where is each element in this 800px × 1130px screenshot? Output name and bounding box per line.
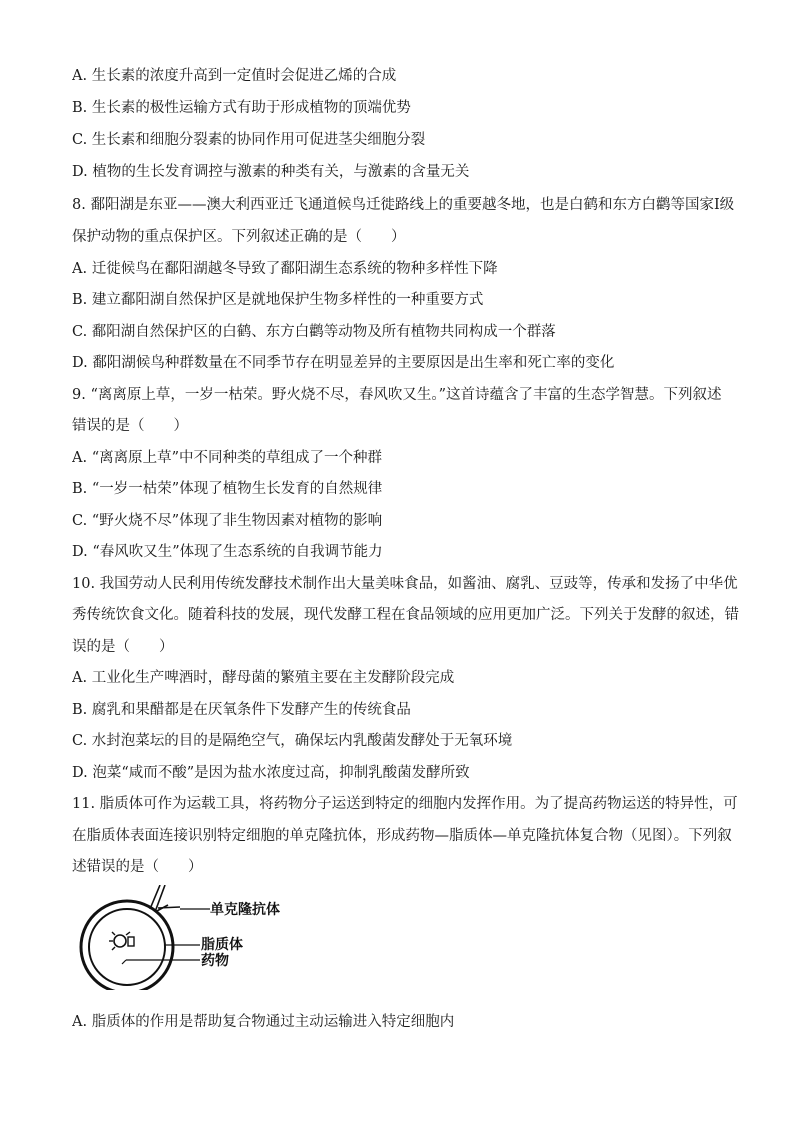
q7-option-c: C. 生长素和细胞分裂素的协同作用可促进茎尖细胞分裂 (72, 132, 426, 148)
q8-option-b: B. 建立鄱阳湖自然保护区是就地保护生物多样性的一种重要方式 (72, 292, 484, 308)
q10-stem-line2: 秀传统饮食文化。随着科技的发展，现代发酵工程在食品领域的应用更加广泛。下列关于发酵的叙述，错 (72, 607, 739, 623)
q10-option-d: D. 泡菜“咸而不酸”是因为盐水浓度过高，抑制乳酸菌发酵所致 (72, 765, 470, 781)
q9-option-a: A. “离离原上草”中不同种类的草组成了一个种群 (72, 450, 383, 466)
liposome-inner-ring (89, 909, 165, 985)
drug-molecule-icon (109, 932, 134, 950)
q10-option-c: C. 水封泡菜坛的目的是隔绝空气，确保坛内乳酸菌发酵处于无氧环境 (72, 733, 513, 749)
q7-option-a: A. 生长素的浓度升高到一定值时会促进乙烯的合成 (72, 68, 397, 84)
q8-option-a: A. 迁徙候鸟在鄱阳湖越冬导致了鄱阳湖生态系统的物种多样性下降 (72, 261, 498, 277)
q8-option-d: D. 鄱阳湖候鸟种群数量在不同季节存在明显差异的主要原因是出生率和死亡率的变化 (72, 355, 615, 371)
label-liposome: 脂质体 (201, 937, 243, 953)
q8-stem-line1: 8. 鄱阳湖是东亚——澳大利西亚迁飞通道候鸟迁徙路线上的重要越冬地，也是白鹤和东方白鹳等国家Ⅰ级 (72, 197, 735, 213)
q8-option-c: C. 鄱阳湖自然保护区的白鹤、东方白鹳等动物及所有植物共同构成一个群落 (72, 324, 556, 340)
antibody-arm-2 (158, 907, 180, 908)
q10-stem-line3: 误的是（ ） (72, 639, 174, 655)
q7-option-d: D. 植物的生长发育调控与激素的种类有关，与激素的含量无关 (72, 164, 470, 180)
label-antibody: 单克隆抗体 (210, 902, 280, 918)
q11-stem-line1: 11. 脂质体可作为运载工具，将药物分子运送到特定的细胞内发挥作用。为了提高药物运送的特异性，可 (72, 796, 738, 812)
q11-stem-line2: 在脂质体表面连接识别特定细胞的单克隆抗体，形成药物—脂质体—单克隆抗体复合物（见图）。下列叙 (72, 828, 732, 844)
q11-option-a: A. 脂质体的作用是帮助复合物通过主动运输进入特定细胞内 (72, 1014, 455, 1030)
drug-leader-hook (122, 960, 126, 964)
q10-option-a: A. 工业化生产啤酒时，酵母菌的繁殖主要在主发酵阶段完成 (72, 670, 455, 686)
liposome-figure (70, 885, 300, 990)
label-drug: 药物 (201, 953, 229, 969)
q9-option-d: D. “春风吹又生”体现了生态系统的自我调节能力 (72, 544, 383, 560)
liposome-diagram (70, 885, 300, 990)
q8-stem-line2: 保护动物的重点保护区。下列叙述正确的是（ ） (72, 229, 406, 245)
q11-stem-line3: 述错误的是（ ） (72, 859, 203, 875)
q7-option-b: B. 生长素的极性运输方式有助于形成植物的顶端优势 (72, 100, 411, 116)
q9-option-c: C. “野火烧不尽”体现了非生物因素对植物的影响 (72, 513, 383, 529)
q10-option-b: B. 腐乳和果醋都是在厌氧条件下发酵产生的传统食品 (72, 702, 411, 718)
liposome-outer-ring (81, 901, 173, 990)
q10-stem-line1: 10. 我国劳动人民利用传统发酵技术制作出大量美味食品，如酱油、腐乳、豆豉等，传承和发扬了中华优 (72, 576, 738, 592)
q9-option-b: B. “一岁一枯荣”体现了植物生长发育的自然规律 (72, 481, 383, 497)
q9-stem-line2: 错误的是（ ） (72, 418, 188, 434)
antibody-stem-left (150, 885, 160, 909)
q9-stem-line1: 9. “离离原上草，一岁一枯荣。野火烧不尽，春风吹又生。”这首诗蕴含了丰富的生态学智慧。下列叙述 (72, 387, 722, 403)
